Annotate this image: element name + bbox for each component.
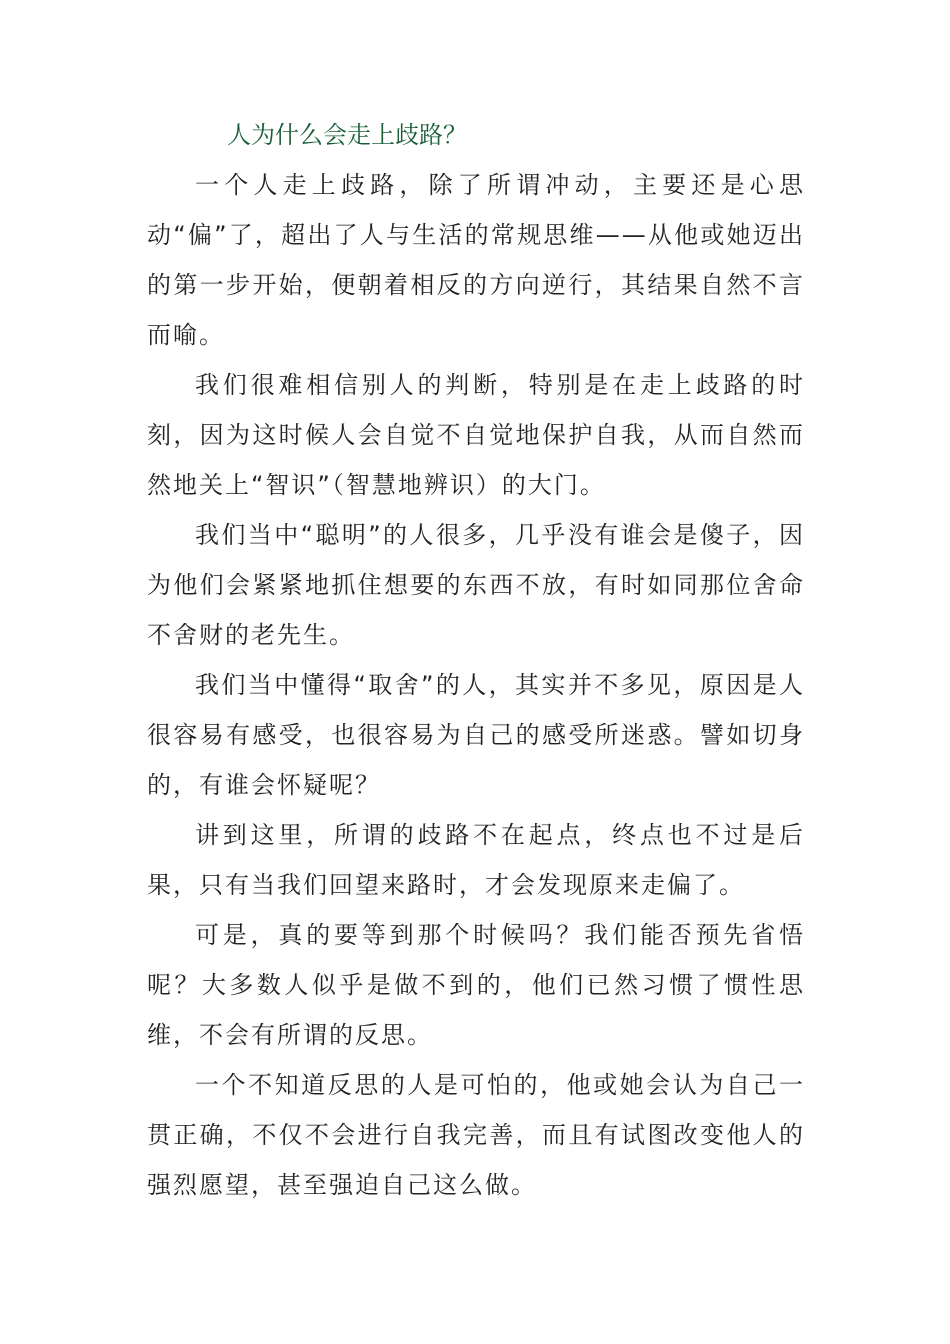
- paragraph: 我们当中懂得“取舍”的人，其实并不多见，原因是人很容易有感受，也很容易为自己的感受所迷惑。譬如切身的，有谁会怀疑呢？: [147, 671, 805, 799]
- paragraph: 一个人走上歧路，除了所谓冲动，主要还是心思动“偏”了，超出了人与生活的常规思维——从他或她迈出的第一步开始，便朝着相反的方向逆行，其结果自然不言而喻。: [147, 171, 805, 349]
- paragraph: 讲到这里，所谓的歧路不在起点，终点也不过是后果，只有当我们回望来路时，才会发现原来走偏了。: [147, 821, 805, 899]
- document-body: [147, 110, 805, 1210]
- paragraph: 可是，真的要等到那个时候吗？我们能否预先省悟呢？大多数人似乎是做不到的，他们已然习惯了惯性思维，不会有所谓的反思。: [147, 921, 805, 1049]
- paragraph: 我们很难相信别人的判断，特别是在走上歧路的时刻，因为这时候人会自觉不自觉地保护自我，从而自然而然地关上“智识”（智慧地辨识）的大门。: [147, 371, 805, 499]
- paragraph: 一个不知道反思的人是可怕的，他或她会认为自己一贯正确，不仅不会进行自我完善，而且有试图改变他人的强烈愿望，甚至强迫自己这么做。: [147, 1071, 805, 1199]
- paragraph: 我们当中“聪明”的人很多，几乎没有谁会是傻子，因为他们会紧紧地抓住想要的东西不放，有时如同那位舍命不舍财的老先生。: [147, 521, 805, 649]
- document-title: 人为什么会走上歧路？: [227, 121, 467, 149]
